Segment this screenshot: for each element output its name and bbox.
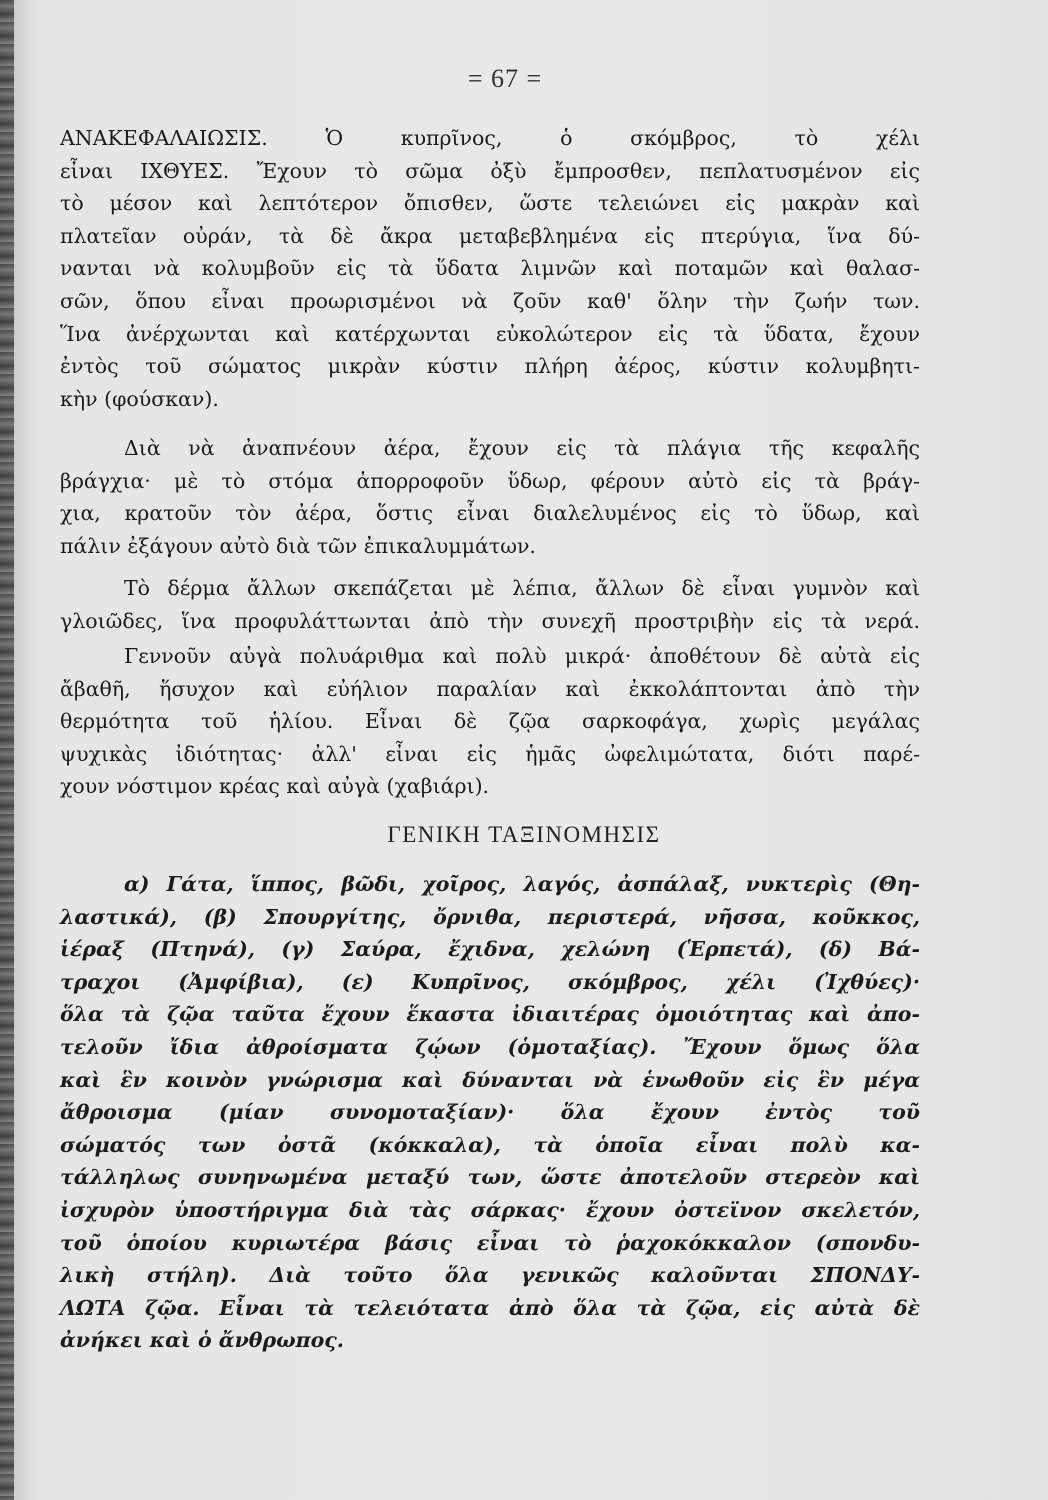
text-line: Διὰ νὰ ἀναπνέουν ἀέρα, ἔχουν εἰς τὰ πλάγια τῆς κεφαλῆς [124, 436, 920, 460]
text-line: τραχοι (Ἀμφίβια), (ε) Κυπρῖνος, σκόμβρος, χέλι (Ἰχθύες)· [60, 969, 920, 994]
text-line: ἄβαθῆ, ἥσυχον καὶ εὐήλιον παραλίαν καὶ ἐκκολάπτονται ἀπὸ τὴν [60, 676, 920, 701]
text-line: ἰσχυρὸν ὑποστήριγμα διὰ τὰς σάρκας· ἔχουν ὀστεϊνον σκελετόν, [60, 1197, 920, 1222]
text-line: ψυχικὰς ἰδιότητας· ἀλλ' εἶναι εἰς ἡμᾶς ὠφελιμώτατα, διότι παρέ- [60, 741, 920, 766]
skin-paragraph [60, 572, 920, 637]
text-line: Γεννοῦν αὐγὰ πολυάριθμα καὶ πολὺ μικρά· ἀποθέτουν δὲ αὐτὰ εἰς [124, 644, 920, 668]
text-line: λαστικά), (β) Σπουργίτης, ὄρνιθα, περιστερά, νῆσσα, κοῦκκος, [60, 904, 920, 929]
eggs-paragraph [60, 640, 920, 803]
summary-paragraph [60, 122, 920, 415]
text-line: ὅλα τὰ ζῷα ταῦτα ἔχουν ἕκαστα ἰδιαιτέρας ὁμοιότητας καὶ ἀπο- [60, 1002, 920, 1027]
text-line: ΛΩΤΑ ζῷα. Εἶναι τὰ τελειότατα ἀπὸ ὅλα τὰ ζῷα, εἰς αὐτὰ δὲ [60, 1295, 920, 1320]
text-line: εἶναι ΙΧΘΥΕΣ. Ἔχουν τὸ σῶμα ὀξὺ ἔμπροσθεν, πεπλατυσμένον εἰς [60, 158, 920, 183]
text-line: χια, κρατοῦν τὸν ἀέρα, ὅστις εἶναι διαλελυμένος εἰς τὸ ὕδωρ, καὶ [60, 501, 920, 526]
text-line: βράγχια· μὲ τὸ στόμα ἀπορροφοῦν ὕδωρ, φέρουν αὐτὸ εἰς τὰ βράγ- [60, 468, 920, 493]
text-line: πλατεῖαν οὐράν, τὰ δὲ ἄκρα μεταβεβλημένα εἰς πτερύγια, ἵνα δύ- [60, 223, 920, 248]
text-line: θερμότητα τοῦ ἡλίου. Εἶναι δὲ ζῷα σαρκοφάγα, χωρὶς μεγάλας [60, 709, 920, 734]
text-line: πάλιν ἐξάγουν αὐτὸ διὰ τῶν ἐπικαλυμμάτων. [60, 533, 536, 558]
text-line: τάλληλως συνηνωμένα μεταξύ των, ὥστε ἀποτελοῦν στερεὸν καὶ [60, 1165, 920, 1190]
text-line: τοῦ ὁποίου κυριωτέρα βάσις εἶναι τὸ ῥαχοκόκκαλον (σπονδυ- [60, 1230, 920, 1255]
text-line: γλοιῶδες, ἵνα προφυλάττωνται ἀπὸ τὴν συνεχῆ προστριβὴν εἰς τὰ νερά. [60, 608, 920, 633]
text-line: α) Γάτα, ἵππος, βῶδι, χοῖρος, λαγός, ἀσπάλαξ, νυκτερὶς (Θη- [124, 872, 920, 896]
text-line: τελοῦν ἴδια ἀθροίσματα ζῴων (ὁμοταξίας). Ἔχουν ὅμως ὅλα [60, 1034, 920, 1059]
text-line: λικὴ στήλη). Διὰ τοῦτο ὅλα γενικῶς καλοῦνται ΣΠΟΝΔΥ- [60, 1263, 920, 1288]
text-line: νανται νὰ κολυμβοῦν εἰς τὰ ὕδατα λιμνῶν καὶ ποταμῶν καὶ θαλασ- [60, 256, 920, 281]
text-line: σώματός των ὀστᾶ (κόκκαλα), τὰ ὁποῖα εἶναι πολὺ κα- [60, 1132, 920, 1157]
text-line: ἱέραξ (Πτηνά), (γ) Σαύρα, ἔχιδνα, χελώνη (Ἑρπετά), (δ) Βά- [60, 937, 920, 962]
text-line: τὸ μέσον καὶ λεπτότερον ὄπισθεν, ὥστε τελειώνει εἰς μακρὰν καὶ [60, 191, 920, 216]
text-line: ἐντὸς τοῦ σώματος μικρὰν κύστιν πλήρη ἀέρος, κύστιν κολυμβητι- [60, 354, 920, 379]
text-line: ἀνήκει καὶ ὁ ἄνθρωπος. [60, 1328, 344, 1353]
section-heading: ΓΕΝΙΚΗ ΤΑΞΙΝΟΜΗΣΙΣ [387, 822, 661, 847]
text-line: χουν νόστιμον κρέας καὶ αὐγὰ (χαβιάρι). [60, 774, 490, 799]
text-line: σῶν, ὅπου εἶναι προωρισμένοι νὰ ζοῦν καθ' ὅλην τὴν ζωήν των. [60, 288, 920, 313]
text-line: Τὸ δέρμα ἄλλων σκεπάζεται μὲ λέπια, ἄλλων δὲ εἶναι γυμνὸν καὶ [124, 576, 920, 600]
text-line: κὴν (φούσκαν). [60, 386, 219, 411]
text-line: ἄθροισμα (μίαν συνομοταξίαν)· ὅλα ἔχουν ἐντὸς τοῦ [60, 1100, 920, 1125]
text-line: καὶ ἓν κοινὸν γνώρισμα καὶ δύνανται νὰ ἑνωθοῦν εἰς ἓν μέγα [60, 1067, 920, 1092]
page-number: = 67 = [467, 64, 543, 93]
classification-paragraph [60, 868, 920, 1357]
text-line: ΑΝΑΚΕΦΑΛΑΙΩΣΙΣ. Ὁ κυπρῖνος, ὁ σκόμβρος, τὸ χέλι [60, 126, 920, 150]
text-line: Ἵνα ἀνέρχωνται καὶ κατέρχωνται εὐκολώτερον εἰς τὰ ὕδατα, ἔχουν [60, 321, 920, 346]
book-spine-shadow [0, 0, 14, 1500]
gills-paragraph [60, 432, 920, 562]
